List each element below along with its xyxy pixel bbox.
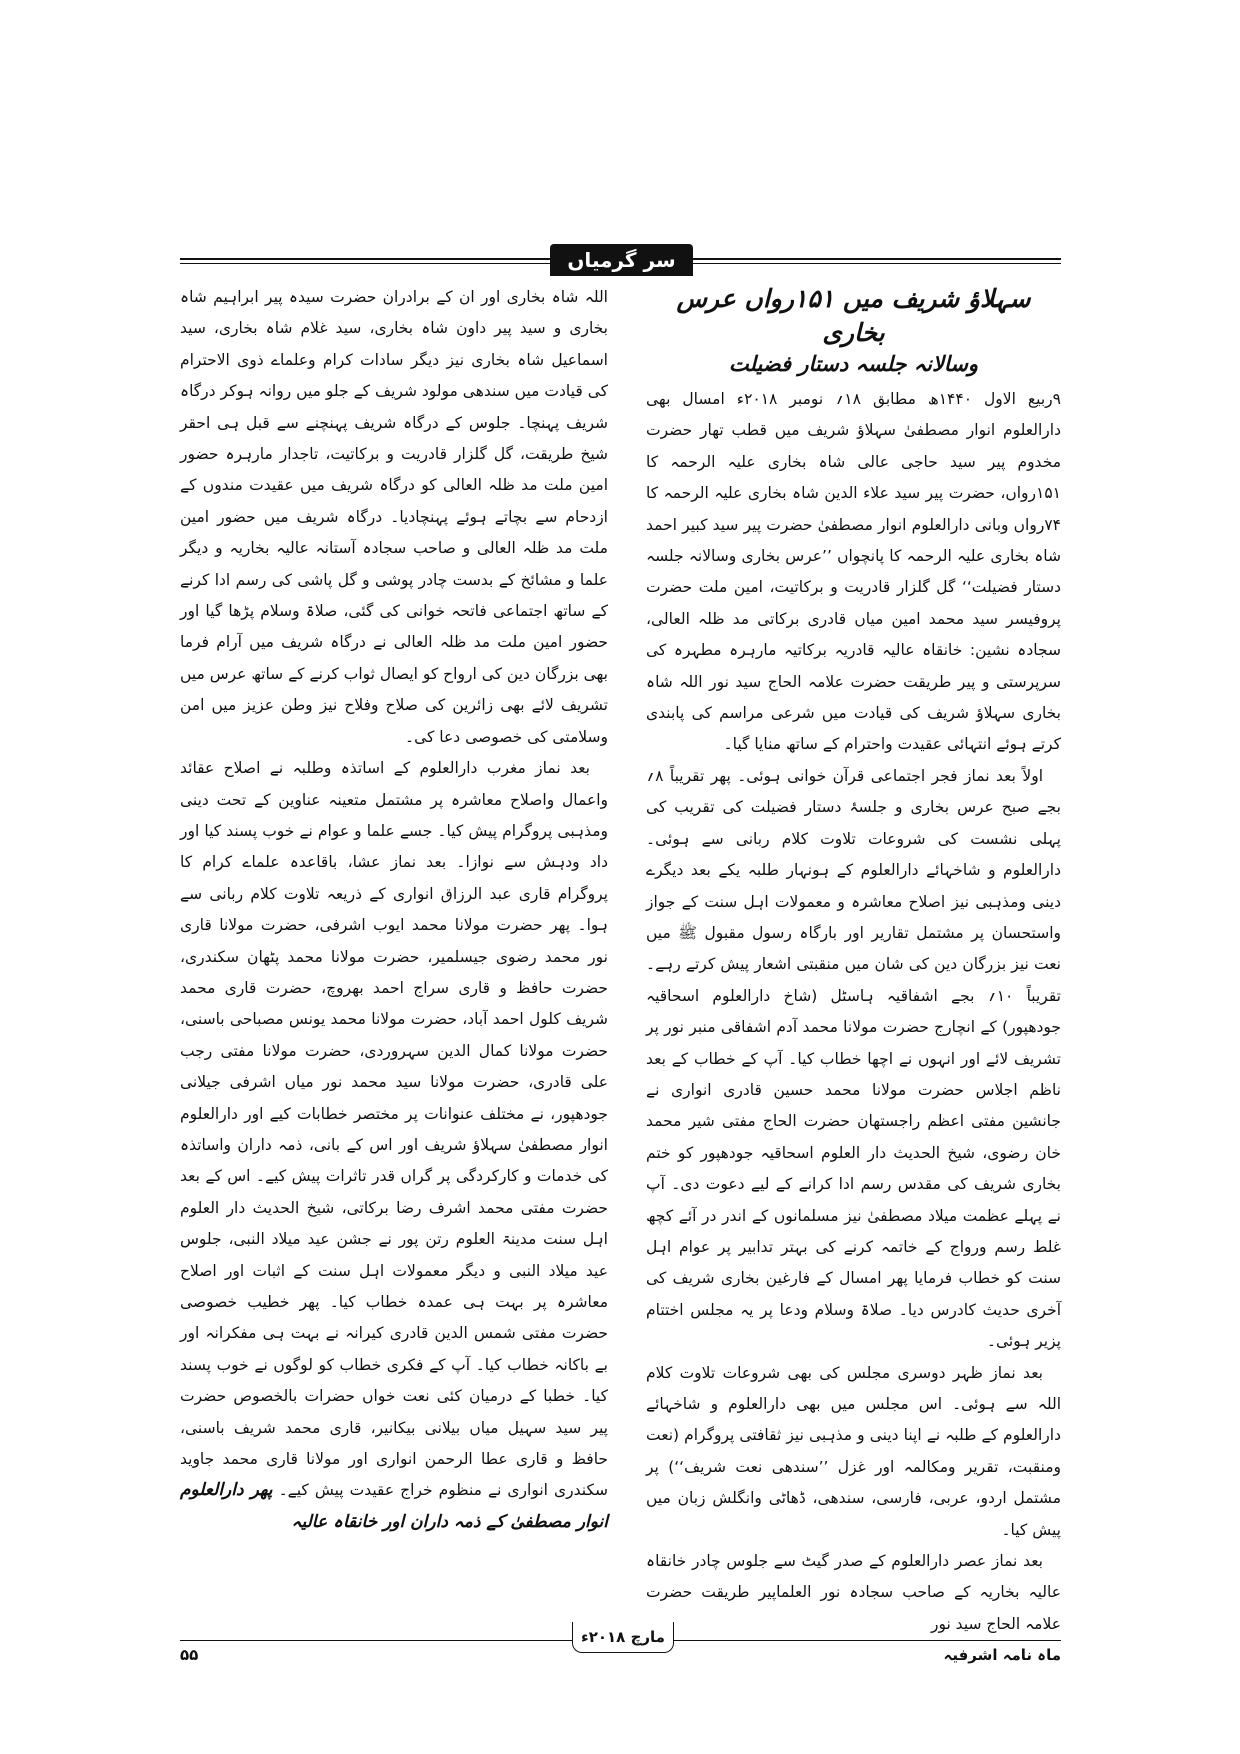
paragraph: اولاً بعد نماز فجر اجتماعی قرآن خوانی ہوئی۔ پھر تقریباً ۸؍ بجے صبح عرس بخاری و جلسۂ دستار فضیلت کی تقریب کی پہلی نشست کی شروعات تلاوت کلام ربانی سے ہوئی۔ دارالعلوم و شاخہائے دارالعلوم کے ہونہار طلبہ یکے بعد دیگرے دینی ومذہبی نیز اصلاح معاشرہ و معمولات اہل سنت کے جواز واستحسان پر مشتمل تقاریر اور بارگاہ رسول مقبول ﷺ میں نعت نیز بزرگان دین کی شان میں منقبتی اشعار پیش کرتے رہے۔ تقریباً ۱۰؍ بجے اشفاقیہ ہاسٹل (شاخ دارالعلوم اسحاقیہ جودھپور) کے انچارج حضرت مولانا محمد آدم اشفاقی منبر نور پر تشریف لائے اور انہوں نے اچھا خطاب کیا۔ آپ کے خطاب کے بعد ناظم اجلاس حضرت مولانا محمد حسین قادری انواری نے جانشین مفتی اعظم راجستھان حضرت الحاج مفتی شیر محمد خان رضوی، شیخ الحدیث دار العلوم اسحاقیہ جودھپور کو ختم بخاری شریف کی مقدس رسم ادا کرانے کے لیے دعوت دی۔ آپ نے پہلے عظمت میلاد مصطفیٰ نیز مسلمانوں کے اندر در آئے کچھ غلط رسم ورواج کے خاتمہ کرنے کی بہتر تدابیر پر عوام اہل سنت کو خطاب فرمایا پھر امسال کے فارغین بخاری شریف کی آخری حدیث کادرس دیا۔ صلاۃ وسلام ودعا پر یہ مجلس اختتام پزیر ہوئی۔: [646, 766, 1061, 1351]
paragraph: [180, 753, 608, 1538]
article-column-right: [646, 282, 1061, 1640]
issue-date: مارچ ۲۰۱۸ء: [572, 1622, 674, 1653]
magazine-name: ماہ نامہ اشرفیہ: [943, 1646, 1061, 1664]
header-rule-left-thin: [180, 263, 550, 264]
section-label: سر گرمیاں: [550, 244, 693, 276]
header-rule-right: [693, 258, 1061, 260]
paragraph: اللہ شاہ بخاری اور ان کے برادران حضرت سیدہ پیر ابراہیم شاہ بخاری و سید پیر داون شاہ بخاری، سید غلام شاہ بخاری، سید اسماعیل شاہ بخاری نیز دیگر سادات کرام وعلماے ذوی الاحترام کی قیادت میں سندھی مولود شریف کے جلو میں روانہ ہوکر درگاہ شریف پہنچا۔ جلوس کے درگاہ شریف پہنچنے سے قبل ہی احقر شیخ طریقت، گل گلزار قادریت و برکاتیت، تاجدار مارہرہ حضور امین ملت مد ظلہ العالی کو درگاہ شریف میں عقیدت مندوں کے ازدحام سے بچاتے ہوئے پہنچادیا۔ درگاہ شریف میں حضور امین ملت مد ظلہ العالی و صاحب سجادہ آستانہ عالیہ بخاریہ و دیگر علما و مشائخ کے بدست چادر پوشی و گل پاشی کی رسم ادا کرنے کے ساتھ اجتماعی فاتحہ خوانی کی گئی، صلاۃ وسلام پڑھا گیا اور حضور امین ملت مد ظلہ العالی نے درگاہ شریف میں آرام فرما بھی بزرگان دین کی ارواح کو ایصال ثواب کرنے کے ساتھ عرس میں تشریف لائے بھی زائرین کی صلاح وفلاح نیز وطن عزیز میں امن وسلامتی کی خصوصی دعا کی۔: [180, 288, 608, 746]
paragraph: بعد نماز عصر دارالعلوم کے صدر گیٹ سے جلوس چادر خانقاہ عالیہ بخاریہ کے صاحب سجادہ نور العلماپیر طریقت حضرت علامہ الحاج سید نور: [646, 1552, 1061, 1633]
paragraph-text: بعد نماز مغرب دارالعلوم کے اساتذہ وطلبہ نے اصلاح عقائد واعمال واصلاح معاشرہ پر مشتمل متعینہ عناوین کے تحت دینی ومذہبی پروگرام پیش کیا۔ جسے علما و عوام نے خوب پسند کیا اور داد ودہش سے نوازا۔ بعد نماز عشا، باقاعدہ علماے کرام کا پروگرام قاری عبد الرزاق انواری کے ذریعہ تلاوت کلام ربانی سے ہوا۔ پھر حضرت مولانا محمد ایوب اشرفی، حضرت مولانا قاری نور محمد رضوی جیسلمیر، حضرت مولانا محمد پٹھان سکندری، حضرت حافظ و قاری سراج احمد بھروچ، حضرت قاری محمد شریف کلول احمد آباد، حضرت مولانا محمد یونس مصباحی باسنی، حضرت مولانا کمال الدین سہروردی، حضرت مولانا مفتی رجب علی قادری، حضرت مولانا سید محمد نور میاں اشرفی جیلانی جودھپور، نے مختلف عنوانات پر مختصر خطابات کیے اور دارالعلوم انوار مصطفیٰ سہلاؤ شریف اور اس کے بانی، ذمہ داران واساتذہ کی خدمات و کارکردگی پر گراں قدر تاثرات پیش کیے۔ اس کے بعد حضرت مفتی محمد اشرف رضا برکاتی، شیخ الحدیث دار العلوم اہل سنت مدینۃ العلوم رتن پور نے جشن عید میلاد النبی، جلوس عید میلاد النبی و دیگر معمولات اہل سنت کے اثبات اور اصلاح معاشرہ پر بہت ہی عمدہ خطاب کیا۔ پھر خطیب خصوصی حضرت مفتی شمس الدین قادری کیرانہ نے بہت ہی مفکرانہ اور بے باکانہ خطاب کیا۔ آپ کے فکری خطاب کو لوگوں نے خوب پسند کیا۔ خطبا کے درمیان کئی نعت خواں حضرات بالخصوص حضرت پیر سید سہیل میاں بیلانی بیکانیر، قاری محمد شریف باسنی، حافظ و قاری عطا الرحمن انواری اور مولانا قاری محمد جاوید سکندری انواری نے منظوم خراج عقیدت پیش کیے۔: [180, 759, 608, 1500]
header-rule-left: [180, 258, 550, 260]
paragraph: ۹ربیع الاول ۱۴۴۰ھ مطابق ۱۸؍ نومبر ۲۰۱۸ء امسال بھی دارالعلوم انوار مصطفیٰ سہلاؤ شریف میں قطب تھار حضرت مخدوم پیر سید حاجی عالی شاہ بخاری علیہ الرحمہ کا ۱۵۱رواں، حضرت پیر سید علاء الدین شاہ بخاری علیہ الرحمہ کا ۷۴رواں وبانی دارالعلوم انوار مصطفیٰ حضرت پیر سید کبیر احمد شاہ بخاری علیہ الرحمہ کا پانچواں ’’عرس بخاری وسالانہ جلسہ دستار فضیلت‘‘ گل گلزار قادریت و برکاتیت، امین ملت حضرت پروفیسر سید محمد امین میاں قادری برکاتی مد ظلہ العالی، سجادہ نشین: خانقاہ عالیہ قادریہ برکاتیہ مارہرہ مطہرہ کی سرپرستی و پیر طریقت حضرت علامہ الحاج سید نور اللہ شاہ بخاری سہلاؤ شریف کی قیادت میں شرعی مراسم کی پابندی کرتے ہوئے انتہائی عقیدت واحترام کے ساتھ منایا گیا۔: [646, 390, 1061, 754]
footer-rule-right: [672, 1640, 1061, 1641]
paragraph: بعد نماز ظہر دوسری مجلس کی بھی شروعات تلاوت کلام اللہ سے ہوئی۔ اس مجلس میں بھی دارالعلوم و شاخہائے دارالعلوم کے طلبہ نے اپنا دینی و مذہبی نیز ثقافتی پروگرام (نعت ومنقبت، تقریر ومکالمہ اور غزل ’’سندھی نعت شریف‘‘) پر مشتمل اردو، عربی، فارسی، سندھی، ڈھاٹی وانگلش زبان میں پیش کیا۔: [646, 1363, 1061, 1539]
article-title-line2: وسالانہ جلسہ دستار فضیلت: [728, 351, 979, 376]
highlighted-text: پھر دارالعلوم انوار مصطفیٰ کے ذمہ داران اور خانقاہ عالیہ: [180, 1480, 608, 1532]
header-rule-right-thin: [693, 263, 1061, 264]
footer-rule-left: [180, 1640, 573, 1641]
page-number: ۵۵: [180, 1646, 199, 1664]
article-column-left: [180, 282, 608, 1538]
article-title-line1: سہلاؤ شریف میں ۱۵۱رواں عرس بخاری: [676, 284, 1031, 347]
article-title: [646, 282, 1061, 378]
